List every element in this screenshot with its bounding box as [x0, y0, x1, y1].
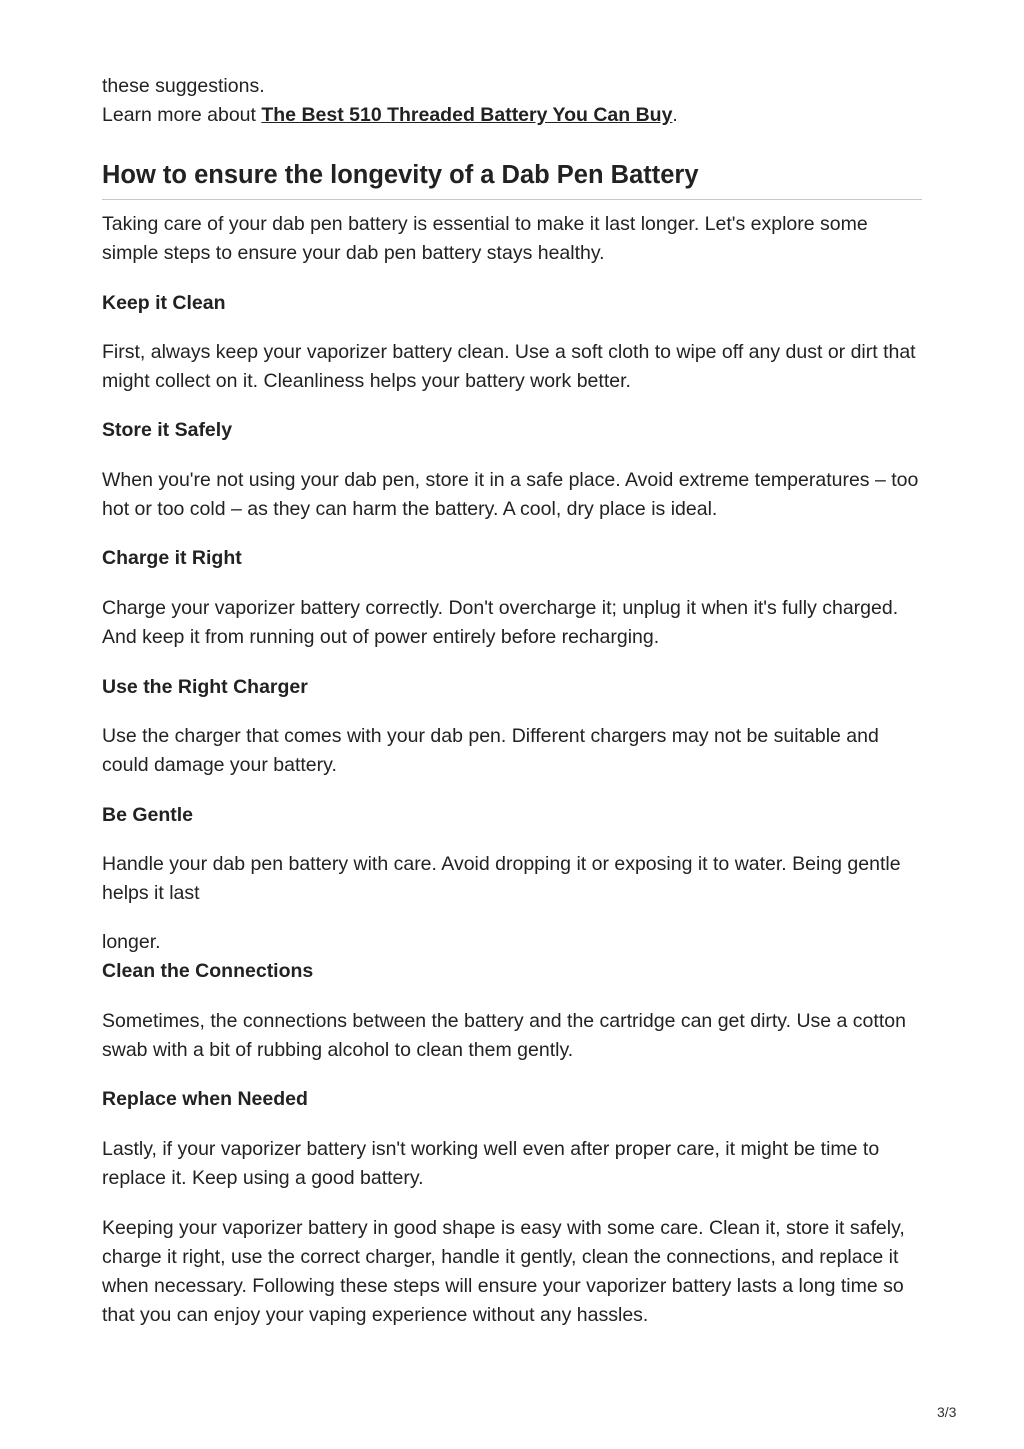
learn-more-prefix: Learn more about	[102, 104, 262, 126]
paragraph-right-charger: Use the charger that comes with your dab pen. Different chargers may not be suitable and could damage your battery.	[102, 725, 879, 776]
subheading-right-charger: Use the Right Charger	[102, 676, 308, 698]
section-heading: How to ensure the longevity of a Dab Pen Battery	[102, 159, 922, 200]
article-content	[102, 72, 922, 1330]
paragraph-keep-clean: First, always keep your vaporizer battery clean. Use a soft cloth to wipe off any dust or dirt that might collect on it. Cleanliness helps your battery work better.	[102, 341, 916, 392]
paragraph-continuation: longer.	[102, 931, 161, 953]
closing-paragraph: Keeping your vaporizer battery in good shape is easy with some care. Clean it, store it safely, charge it right, use the correct charger, handle it gently, clean the connections, and replace it when necessary. Following these steps will ensure your vaporizer battery lasts a long time so that you can enjoy your vaping experience without any hassles.	[102, 1217, 905, 1326]
page-number: 3/3	[937, 1404, 957, 1420]
subheading-be-gentle: Be Gentle	[102, 804, 194, 826]
intro-line: these suggestions.	[102, 75, 265, 97]
subheading-keep-clean: Keep it Clean	[102, 292, 226, 314]
learn-more-line	[102, 101, 922, 130]
subheading-charge-right: Charge it Right	[102, 547, 242, 569]
subheading-clean-connections: Clean the Connections	[102, 960, 314, 982]
learn-more-link[interactable]: The Best 510 Threaded Battery You Can Buy	[261, 104, 673, 126]
subheading-store-safely: Store it Safely	[102, 419, 233, 441]
learn-more-suffix: .	[672, 104, 678, 126]
paragraph-be-gentle: Handle your dab pen battery with care. Avoid dropping it or exposing it to water. Being gentle helps it last	[102, 853, 901, 904]
subheading-replace: Replace when Needed	[102, 1088, 308, 1110]
opening-paragraph: Taking care of your dab pen battery is essential to make it last longer. Let's explore some simple steps to ensure your dab pen battery stays healthy.	[102, 213, 868, 264]
paragraph-replace: Lastly, if your vaporizer battery isn't working well even after proper care, it might be time to replace it. Keep using a good battery.	[102, 1138, 880, 1189]
paragraph-clean-connections: Sometimes, the connections between the battery and the cartridge can get dirty. Use a cotton swab with a bit of rubbing alcohol to clean them gently.	[102, 1010, 906, 1061]
paragraph-store-safely: When you're not using your dab pen, store it in a safe place. Avoid extreme temperatures – too hot or too cold – as they can harm the battery. A cool, dry place is ideal.	[102, 469, 919, 520]
paragraph-charge-right: Charge your vaporizer battery correctly. Don't overcharge it; unplug it when it's fully charged. And keep it from running out of power entirely before recharging.	[102, 597, 899, 648]
